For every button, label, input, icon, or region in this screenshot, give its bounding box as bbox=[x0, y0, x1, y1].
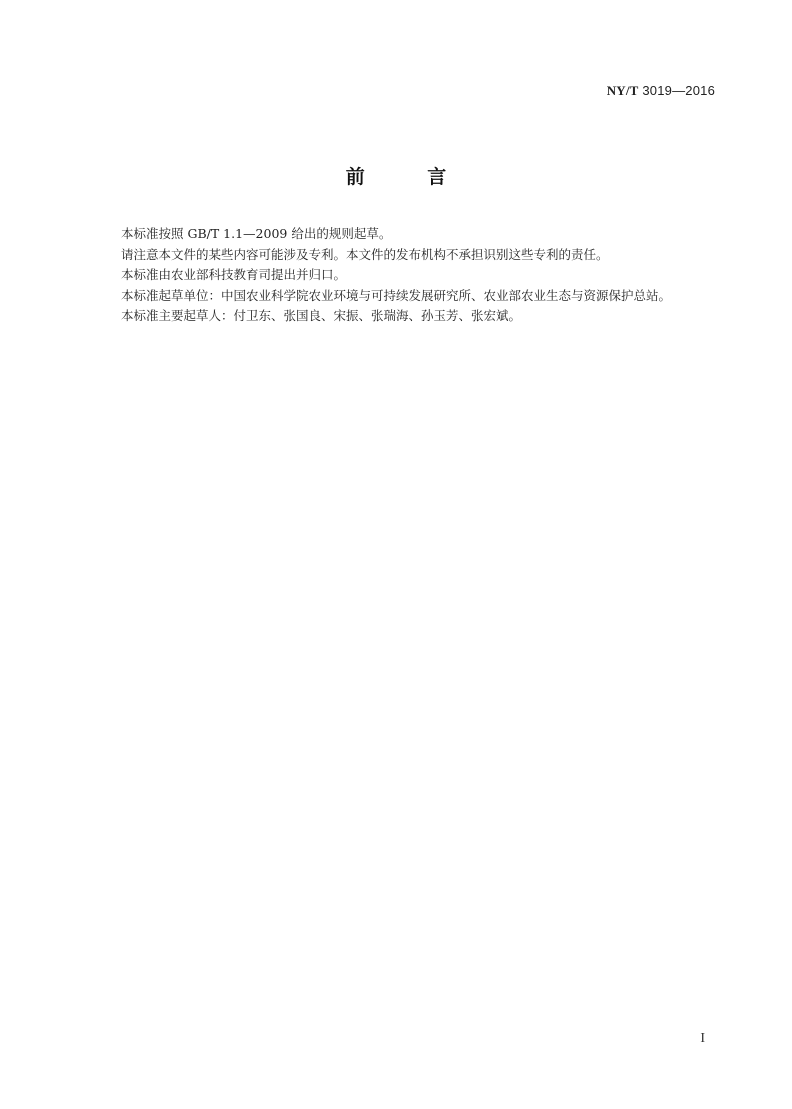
paragraph-drafters: 本标准主要起草人：付卫东、张国良、宋振、张瑞海、孙玉芳、张宏斌。 bbox=[121, 308, 522, 323]
paragraph-proposer: 本标准由农业部科技教育司提出并归口。 bbox=[121, 267, 347, 282]
paragraph-patent-notice: 请注意本文件的某些内容可能涉及专利。本文件的发布机构不承担识别这些专利的责任。 bbox=[121, 246, 609, 262]
foreword-body bbox=[121, 224, 721, 327]
page-number: I bbox=[700, 1031, 705, 1046]
page-title: 前 言 bbox=[345, 166, 475, 188]
standard-code-header bbox=[607, 83, 715, 99]
paragraph-drafting-units: 本标准起草单位：中国农业科学院农业环境与可持续发展研究所、农业部农业生态与资源保护总站。 bbox=[121, 287, 672, 303]
standard-code-prefix: NY/T bbox=[606, 83, 639, 98]
standard-code-number: 3019—2016 bbox=[642, 83, 715, 98]
paragraph-drafting-rules: 本标准按照 GB/T 1.1—2009 给出的规则起草。 bbox=[121, 226, 392, 241]
